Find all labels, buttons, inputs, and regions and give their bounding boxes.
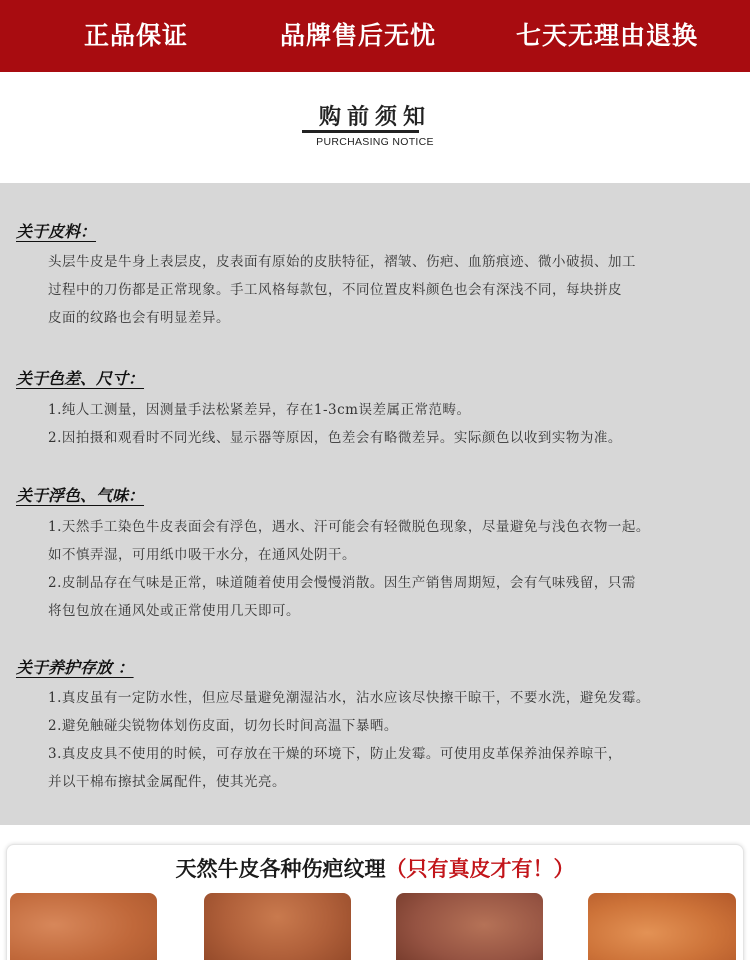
section-color-size-line: 2.因拍摄和观看时不同光线、显示器等原因，色差会有略微差异。实际颜色以收到实物为准。 [48, 430, 622, 446]
section-leather-line: 过程中的刀伤都是正常现象。手工风格每款包，不同位置皮料颜色也会有深浅不同，每块拼皮 [48, 282, 622, 298]
section-dye-odor-line: 将包包放在通风处或正常使用几天即可。 [48, 603, 300, 619]
leather-texture-image [204, 893, 351, 960]
notice-title-underline [302, 130, 419, 133]
texture-title-main: 天然牛皮各种伤疤纹理 [175, 857, 386, 881]
texture-title [0, 853, 750, 883]
notice-title: 购前须知 [318, 105, 431, 130]
section-heading-leather: 关于皮料： [16, 222, 97, 241]
section-dye-odor-line: 2.皮制品存在气味是正常，味道随着使用会慢慢消散。因生产销售周期短，会有气味残留，只需 [48, 575, 636, 591]
section-dye-odor-line: 1.天然手工染色牛皮表面会有浮色，遇水、汗可能会有轻微脱色现象，尽量避免与浅色衣物一起。 [48, 519, 650, 535]
notice-subtitle: PURCHASING NOTICE [316, 136, 434, 148]
section-care-storage-line: 2.避免触碰尖锐物体划伤皮面，切勿长时间高温下暴晒。 [48, 718, 398, 734]
leather-texture-image [10, 893, 157, 960]
section-heading-color-size: 关于色差、尺寸： [16, 369, 145, 388]
section-color-size-line: 1.纯人工测量，因测量手法松紧差异，存在1-3cm误差属正常范畴。 [48, 402, 471, 418]
section-heading-dye-odor: 关于浮色、气味： [16, 486, 145, 505]
section-heading-care-storage: 关于养护存放 ： [16, 658, 134, 677]
leather-texture-image [396, 893, 543, 960]
banner-item-after-sales: 品牌售后无忧 [280, 21, 437, 50]
texture-title-highlight: （只有真皮才有！） [385, 857, 575, 881]
banner-item-authentic: 正品保证 [84, 21, 189, 50]
section-leather-line: 头层牛皮是牛身上表层皮，皮表面有原始的皮肤特征，褶皱、伤疤、血筋痕迹、微小破损、加工 [48, 254, 636, 270]
section-leather-line: 皮面的纹路也会有明显差异。 [48, 310, 230, 326]
leather-texture-image [588, 893, 736, 960]
top-banner [0, 0, 750, 72]
section-dye-odor-line: 如不慎弄湿，可用纸巾吸干水分，在通风处阴干。 [48, 547, 356, 563]
section-care-storage-line: 并以干棉布擦拭金属配件，使其光亮。 [48, 774, 286, 790]
banner-item-returns: 七天无理由退换 [516, 21, 699, 50]
section-care-storage-line: 3.真皮皮具不使用的时候，可存放在干燥的环境下，防止发霉。可使用皮革保养油保养晾干， [48, 746, 622, 762]
section-care-storage-line: 1.真皮虽有一定防水性，但应尽量避免潮湿沾水，沾水应该尽快擦干晾干，不要水洗，避免发霉。 [48, 690, 650, 706]
